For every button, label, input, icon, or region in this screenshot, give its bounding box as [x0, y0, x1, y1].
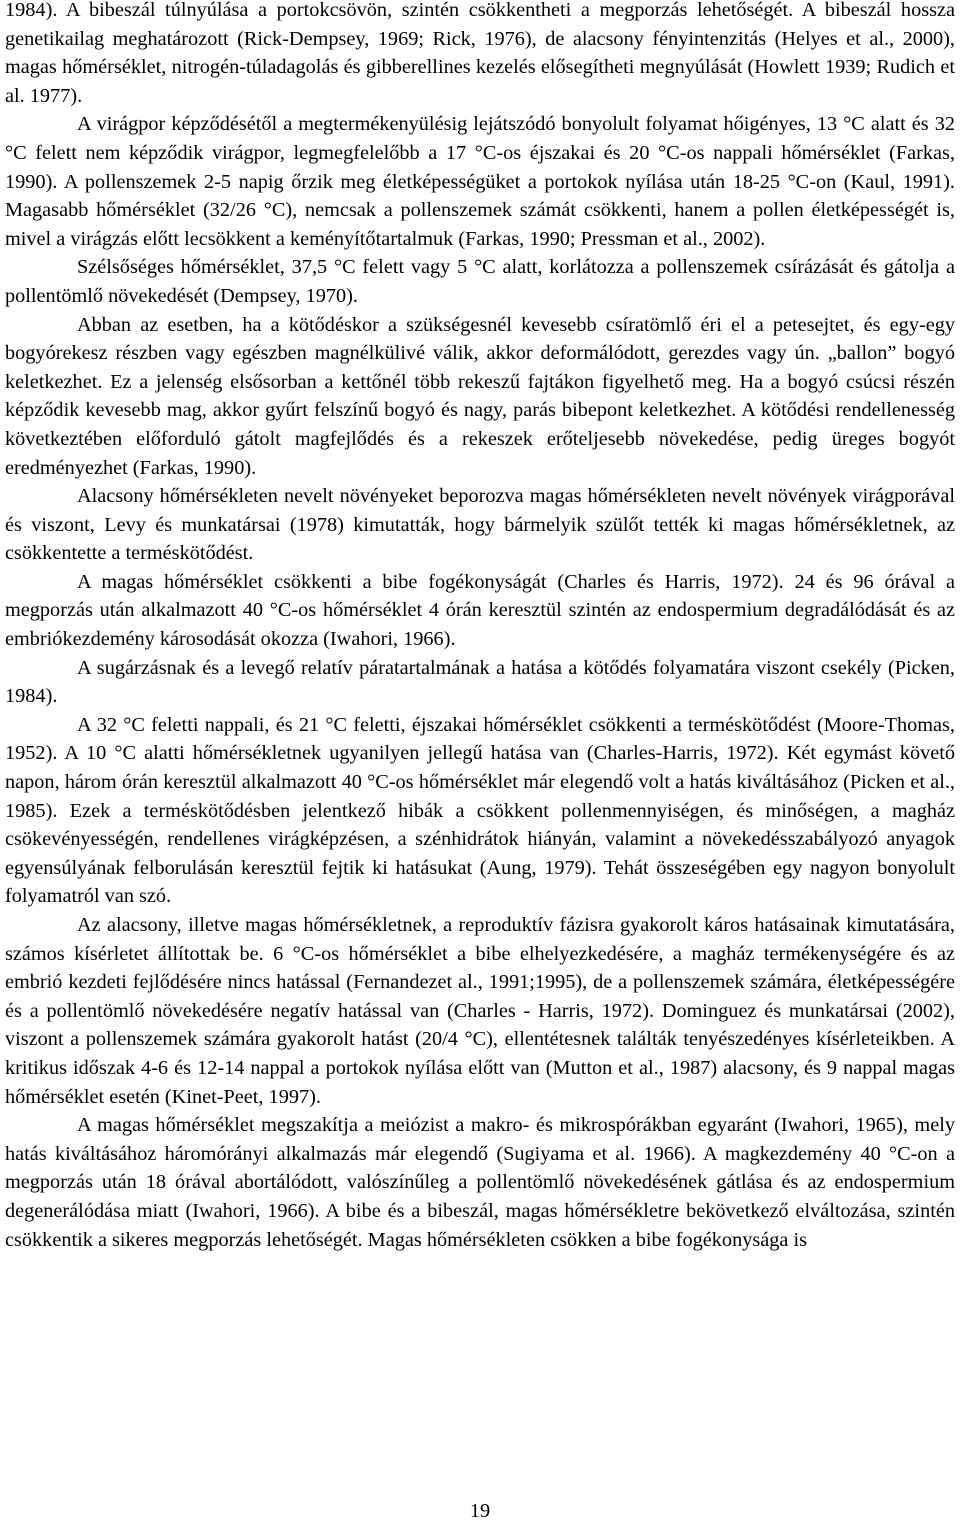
paragraph: 1984). A bibeszál túlnyúlása a portokcsövön, szintén csökkentheti a megporzás lehetőségét. A bibeszál hossza genetikailag meghatározott (Rick-Dempsey, 1969; Rick, 1976), de alacsony fényintenzitás (Helyes et al., 2000), magas hőmérséklet, nitrogén-túladagolás és gibberellines kezelés elősegítheti megnyúlását (Howlett 1939; Rudich et al. 1977).	[5, 0, 955, 107]
body-text	[5, 0, 955, 1254]
paragraph: A 32 °C feletti nappali, és 21 °C feletti, éjszakai hőmérséklet csökkenti a terméskötődést (Moore-Thomas, 1952). A 10 °C alatti hőmérsékletnek ugyanilyen jellegű hatása van (Charles-Harris, 1972). Két egymást követő napon, három órán keresztül alkalmazott 40 °C-os hőmérséklet már elegendő volt a hatás kiváltásához (Picken et al., 1985). Ezek a terméskötődésben jelentkező hibák a csökkent pollenmennyiségen, és minőségen, a magház csökevényességén, rendellenes virágképzésen, a szénhidrátok hiányán, valamint a növekedésszabályozó anyagok egyensúlyának felborulásán keresztül fejtik ki hatásukat (Aung, 1979). Tehát összeségében egy nagyon bonyolult folyamatról van szó.	[5, 713, 955, 908]
paragraph: A virágpor képződésétől a megtermékenyülésig lejátszódó bonyolult folyamat hőigényes, 13 °C alatt és 32 °C felett nem képződik virágpor, legmegfelelőbb a 17 °C-os éjszakai és 20 °C-os nappali hőmérséklet (Farkas, 1990). A pollenszemek 2-5 napig őrzik meg életképességüket a portokok nyílása után 18-25 °C-on (Kaul, 1991). Magasabb hőmérséklet (32/26 °C), nemcsak a pollenszemek számát csökkenti, hanem a pollen életképességét is, mivel a virágzás előtt lecsökkent a keményítőtartalmuk (Farkas, 1990; Pressman et al., 2002).	[5, 113, 955, 250]
paragraph: A sugárzásnak és a levegő relatív páratartalmának a hatása a kötődés folyamatára viszont csekély (Picken, 1984).	[5, 656, 955, 708]
paragraph: A magas hőmérséklet csökkenti a bibe fogékonyságát (Charles és Harris, 1972). 24 és 96 órával a megporzás után alkalmazott 40 °C-os hőmérséklet 4 órán keresztül szintén az endospermium degradálódását és az embriókezdemény károsodását okozza (Iwahori, 1966).	[5, 570, 955, 651]
page-number: 19	[469, 1500, 491, 1522]
paragraph: A magas hőmérséklet megszakítja a meiózist a makro- és mikrospórákban egyaránt (Iwahori, 1965), mely hatás kiváltásához háromórányi alkalmazás már elegendő (Sugiyama et al. 1966). A magkezdemény 40 °C-on a megporzás után 18 órával abortálódott, valószínűleg a pollentömlő növekedésének gátlása és az endospermium degenerálódása miatt (Iwahori, 1966). A bibe és a bibeszál, magas hőmérsékletre bekövetkező elváltozása, szintén csökkentik a sikeres megporzás lehetőségét. Magas hőmérsékleten csökken a bibe fogékonysága is	[5, 1114, 955, 1251]
paragraph: Abban az esetben, ha a kötődéskor a szükségesnél kevesebb csíratömlő éri el a petesejtet, és egy-egy bogyórekesz részben vagy egészben magnélkülivé válik, akkor deformálódott, gerezdes vagy ún. „ballon” bogyó keletkezhet. Ez a jelenség elsősorban a kettőnél több rekeszű fajtákon figyelhető meg. Ha a bogyó csúcsi részén képződik kevesebb mag, akkor gyűrt felszínű bogyó és nagy, parás bibepont keletkezhet. A kötődési rendellenesség következtében előforduló gátolt magfejlődés és a rekeszek erőteljesebb növekedése, pedig üreges bogyót eredményezhet (Farkas, 1990).	[5, 313, 955, 479]
paragraph: Az alacsony, illetve magas hőmérsékletnek, a reproduktív fázisra gyakorolt káros hatásainak kimutatására, számos kísérletet állítottak be. 6 °C-os hőmérséklet a bibe elhelyezkedésére, a magház termékenységére és az embrió kezdeti fejlődésére nincs hatással (Fernandezet al., 1991;1995), de a pollenszemek számára, életképességére és a pollentömlő növekedésére negatív hatással van (Charles - Harris, 1972). Dominguez és munkatársai (2002), viszont a pollenszemek számára gyakorolt hatást (20/4 °C), ellentétesnek találták tenyészedényes kísérleteikben. A kritikus időszak 4-6 és 12-14 nappal a portokok nyílása előtt van (Mutton et al., 1987) alacsony, és 9 nappal magas hőmérséklet esetén (Kinet-Peet, 1997).	[5, 914, 955, 1108]
paragraph: Alacsony hőmérsékleten nevelt növényeket beporozva magas hőmérsékleten nevelt növények virágporával és viszont, Levy és munkatársai (1978) kimutatták, hogy bármelyik szülőt tették ki magas hőmérsékletnek, az csökkentette a terméskötődést.	[5, 485, 955, 565]
paragraph: Szélsőséges hőmérséklet, 37,5 °C felett vagy 5 °C alatt, korlátozza a pollenszemek csírázását és gátolja a pollentömlő növekedését (Dempsey, 1970).	[5, 256, 955, 307]
